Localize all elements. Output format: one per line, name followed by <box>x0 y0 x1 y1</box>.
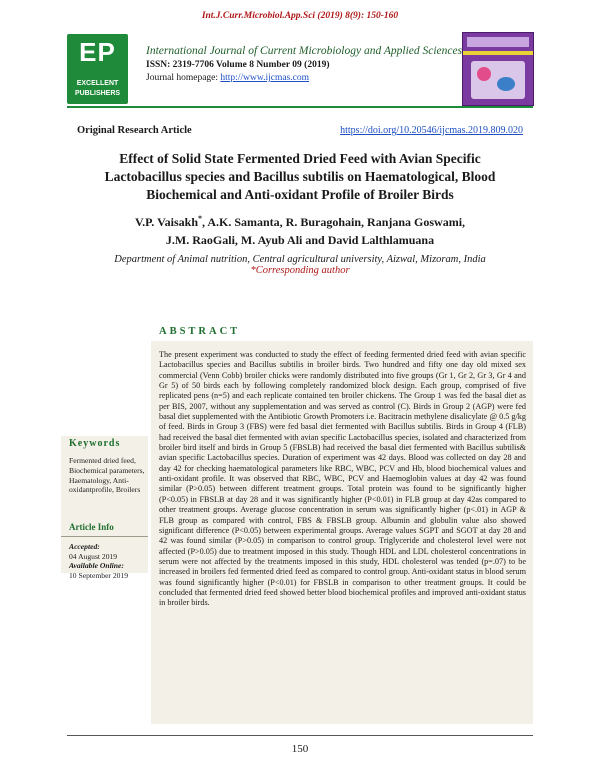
abstract-heading: ABSTRACT <box>159 326 241 337</box>
title-line: Biochemical and Anti-oxidant Profile of Broiler Birds <box>146 187 454 202</box>
issn-line: ISSN: 2319-7706 Volume 8 Number 09 (2019) <box>146 60 330 70</box>
accepted-date: 04 August 2019 <box>69 551 118 561</box>
article-info-heading: Article Info <box>69 522 114 532</box>
abstract-text: The present experiment was conducted to study the effect of feeding fermented dried feed with avian specific Lactobacillus species and Bacillus subtilis in broiler birds. Two hundred and fifty one day old mixed sex commercial (Venn Cobb) broiler chicks were randomly distributed into five groups (Gr 1, Gr 2, Gr 3, Gr 4 and Gr 5) of 50 birds each by following completely randomized block design. Each group, comprised of five replicated pens (n=5) and each replicate contained ten broiler chickens. The Group 1 was fed the basal diet as per BIS, 2007, without any supplementation and was served as control (C). Birds in Group 2 (AGP) were fed basal diet supplemented with the Antibiotic Growth Promoters i.e. Bacitracin methylene disalicylate @ 0.5 g/kg of feed. Birds in Group 3 (FBS) were fed basal diet fermented with Bacillus subtilis. Birds in Group 4 (FLB) had received the basal diet fermented with avian specific Lactobacillus species, isolated and characterized from broiler bird itself and birds in Group 5 (FBSLB) had received the basal diet fermented with Bacillus subtilis& avian specific Lactobacillus species. Duration of experiment was 42 days. Blood was collected on day 28 and day 42 for checking haematological parameters like RBC, WBC, PCV and Hb, blood biochemical values and anti-oxidant profile. It was observed that RBC, WBC, PCV and Haemoglobin values at day 42 was found similar (P>0.05) between different treatment groups. Total protein was found to be significantly higher (P<0.05) in FBSLB at day 28 and it was significantly higher (P<0.01) in FLB group at day 42as compared to other treatment groups. Average glucose concentration in serum was significantly higher (p<.01) in AGP & FLB group as compared with control, FBS & FBSLB group. Albumin and globulin value also showed significant difference (P<0.05) between experimental groups. Average values SGPT and SGOT at day 28 and 42 was found similar (P>0.05) in comparison to control group. Triglyceride and cholesterol level were not affected (P>0.05) due to treatment imposed in this study. Though HDL and LDL cholesterol concentrations in serum were not affected by the treatments imposed in this study, HDL cholesterol was tended (p=.07) to be increased in broilers fed fermented dried feed as compared to control group. Anti-oxidant status in blood serum was found significantly higher (P<0.01) for FBSLB in comparison to other treatment groups. It could be concluded that fermented dried feed showed better blood biochemical profiles and improved anti-oxidant status in broiler birds. <box>159 350 526 608</box>
affiliation: Department of Animal nutrition, Central agricultural university, Aizwal, Mizoram, India <box>114 254 486 265</box>
logo-mark: EP <box>79 37 116 67</box>
journal-cover-image <box>462 32 534 106</box>
header-divider <box>67 106 533 108</box>
article-dates <box>69 542 147 580</box>
homepage-label: Journal homepage: <box>146 73 221 83</box>
corresponding-author-note: *Corresponding author <box>250 265 350 276</box>
accepted-label: Accepted: <box>69 542 100 551</box>
available-label: Available Online: <box>69 561 124 570</box>
journal-name: International Journal of Current Microbiology and Applied Sciences <box>146 45 463 57</box>
keywords-list: Fermented dried feed, Biochemical parameters, Haematology, Anti-oxidantprofile, Broilers <box>69 456 145 495</box>
doi-link[interactable]: https://doi.org/10.20546/ijcmas.2019.809.020 <box>340 125 523 136</box>
sidebar-divider <box>61 536 148 537</box>
available-date: 10 September 2019 <box>69 570 129 580</box>
keywords-heading: Keywords <box>69 438 121 449</box>
title-line: Lactobacillus species and Bacillus subtilis on Haematological, Blood <box>104 169 496 184</box>
first-author: V.P. Vaisakh <box>134 215 198 229</box>
authors-line-1 <box>90 210 510 231</box>
author-list <box>90 210 510 249</box>
corresponding-mark: * <box>198 214 202 223</box>
homepage-link[interactable]: http://www.ijcmas.com <box>220 73 309 83</box>
journal-homepage <box>146 73 309 83</box>
co-authors-1: , A.K. Samanta, R. Buragohain, Ranjana Goswami, <box>202 215 466 229</box>
title-line: Effect of Solid State Fermented Dried Feed with Avian Specific <box>119 151 481 166</box>
footer-divider <box>67 735 533 736</box>
running-head: Int.J.Curr.Microbiol.App.Sci (2019) 8(9): 150-160 <box>201 11 399 21</box>
article-title <box>90 150 510 204</box>
logo-sub-1: EXCELLENT <box>76 80 119 87</box>
logo-sub-2: PUBLISHERS <box>74 90 121 97</box>
authors-line-2: J.M. RaoGali, M. Ayub Ali and David Lalthlamuana <box>165 233 435 247</box>
article-type: Original Research Article <box>77 125 192 136</box>
page-number: 150 <box>291 743 309 755</box>
publisher-logo <box>67 34 128 104</box>
